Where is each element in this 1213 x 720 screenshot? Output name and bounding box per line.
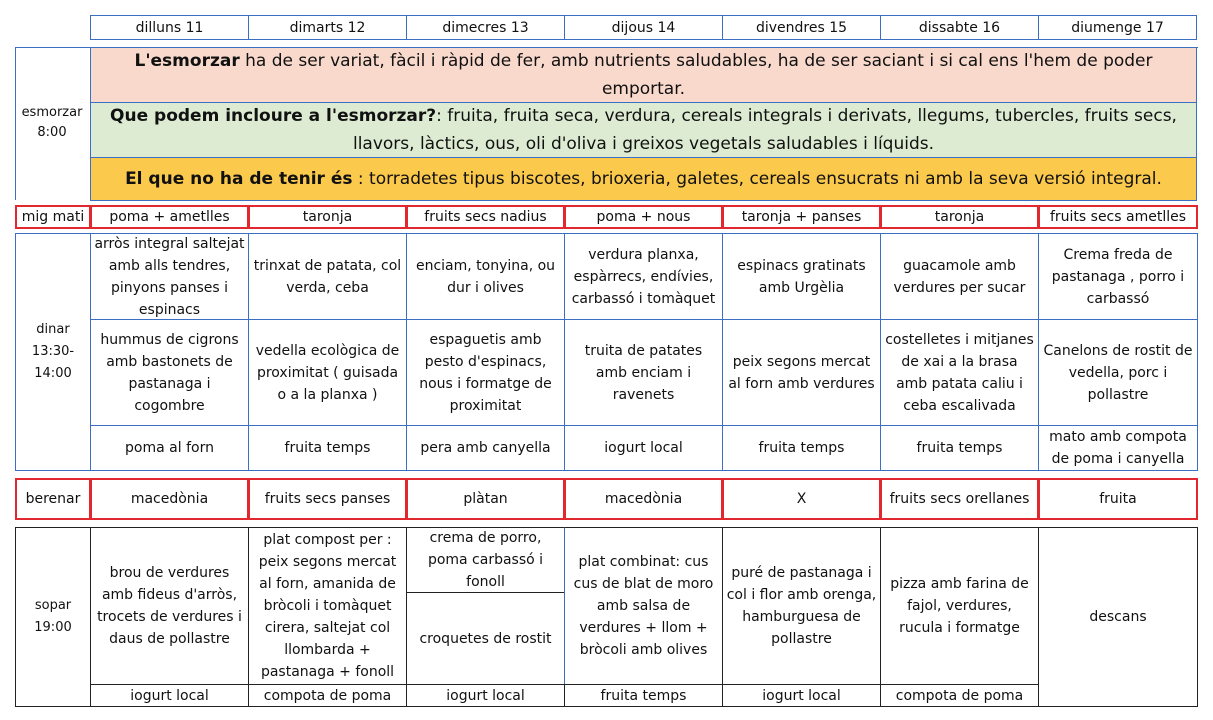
sopar-wed-b: croquetes de rostit	[406, 592, 565, 685]
dinar-dessert-thu: iogurt local	[564, 425, 723, 471]
migmati-sat: taronja	[880, 205, 1039, 229]
berenar-label: berenar	[15, 478, 91, 520]
dinar-first-fri: espinacs gratinats amb Urgèlia	[722, 233, 881, 320]
sopar-dessert-wed: iogurt local	[406, 684, 565, 707]
esmorzar-info-incloure	[90, 102, 1197, 158]
day-header-thu: dijous 14	[564, 15, 723, 40]
sopar-dessert-thu: fruita temps	[564, 684, 723, 707]
dinar-second-sat: costelletes i mitjanes de xai a la brasa amb patata caliu i ceba escalivada	[880, 319, 1039, 426]
day-header-fri: divendres 15	[722, 15, 881, 40]
esmorzar-info-no-tenir-bold: El que no ha de tenir és	[125, 169, 353, 189]
migmati-tue: taronja	[248, 205, 407, 229]
dinar-dessert-fri: fruita temps	[722, 425, 881, 471]
berenar-wed: plàtan	[406, 478, 565, 520]
sopar-tue: plat compost per : peix segons mercat al forn, amanida de bròcoli i tomàquet cirera, saltejat col llombarda + pastanaga + fonoll	[248, 527, 407, 685]
dinar-dessert-tue: fruita temps	[248, 425, 407, 471]
esmorzar-info-variat	[90, 47, 1197, 103]
migmati-fri: taronja + panses	[722, 205, 881, 229]
dinar-dessert-mon: poma al forn	[90, 425, 249, 471]
esmorzar-info-incloure-text: : fruita, fruita seca, verdura, cereals integrals i derivats, llegums, tubercles, fruits secs, llavors, làctics, ous, oli d'oliva i greixos vegetals saludables i líquids.	[352, 106, 1177, 154]
sopar-dessert-sat: compota de poma	[880, 684, 1039, 707]
dinar-dessert-sun: mato amb compota de poma i canyella	[1038, 425, 1198, 471]
esmorzar-info-incloure-bold: Que podem incloure a l'esmorzar?	[110, 106, 437, 126]
day-header-sun: diumenge 17	[1038, 15, 1197, 40]
sopar-dessert-mon: iogurt local	[90, 684, 249, 707]
berenar-fri: X	[722, 478, 881, 520]
sopar-dessert-tue: compota de poma	[248, 684, 407, 707]
esmorzar-info-variat-text: ha de ser variat, fàcil i ràpid de fer, amb nutrients saludables, ha de ser saciant i si cal ens l'hem de poder emportar.	[239, 51, 1153, 99]
dinar-first-sun: Crema freda de pastanaga , porro i carbassó	[1038, 233, 1198, 320]
dinar-first-sat: guacamole amb verdures per sucar	[880, 233, 1039, 320]
dinar-second-sun: Canelons de rostit de vedella, porc i pollastre	[1038, 319, 1198, 426]
sopar-mon: brou de verdures amb fideus d'arròs, trocets de verdures i daus de pollastre	[90, 527, 249, 685]
day-header-wed: dimecres 13	[406, 15, 565, 40]
dinar-dessert-sat: fruita temps	[880, 425, 1039, 471]
dinar-first-wed: enciam, tonyina, ou dur i olives	[406, 233, 565, 320]
migmati-label: mig mati	[15, 205, 91, 229]
sopar-wed-a: crema de porro, poma carbassó i fonoll	[406, 527, 565, 593]
migmati-wed: fruits secs nadius	[406, 205, 565, 229]
migmati-sun: fruits secs ametlles	[1038, 205, 1198, 229]
sopar-fri: puré de pastanaga i col i flor amb orenga, hamburguesa de pollastre	[722, 527, 881, 685]
berenar-mon: macedònia	[90, 478, 249, 520]
esmorzar-info-variat-bold: L'esmorzar	[134, 51, 240, 71]
day-header-tue: dimarts 12	[248, 15, 407, 40]
sopar-dessert-fri: iogurt local	[722, 684, 881, 707]
dinar-second-mon: hummus de cigrons amb bastonets de pastanaga i cogombre	[90, 319, 249, 426]
sopar-sat: pizza amb farina de fajol, verdures, rucula i formatge	[880, 527, 1039, 685]
dinar-second-tue: vedella ecològica de proximitat ( guisada o a la planxa )	[248, 319, 407, 426]
berenar-tue: fruits secs panses	[248, 478, 407, 520]
day-header-mon: dilluns 11	[90, 15, 249, 40]
migmati-thu: poma + nous	[564, 205, 723, 229]
sopar-label: sopar 19:00	[15, 527, 91, 707]
day-header-sat: dissabte 16	[880, 15, 1039, 40]
esmorzar-label: esmorzar 8:00	[21, 105, 83, 140]
dinar-second-wed: espaguetis amb pesto d'espinacs, nous i formatge de proximitat	[406, 319, 565, 426]
berenar-sat: fruits secs orellanes	[880, 478, 1039, 520]
sopar-thu: plat combinat: cus cus de blat de moro amb salsa de verdures + llom + bròcoli amb olives	[564, 527, 723, 685]
sopar-sun: descans	[1038, 527, 1198, 707]
esmorzar-info-no-tenir-text: : torradetes tipus biscotes, brioxeria, galetes, cereals ensucrats ni amb la seva versió integral.	[352, 169, 1162, 189]
berenar-sun: fruita	[1038, 478, 1198, 520]
berenar-thu: macedònia	[564, 478, 723, 520]
dinar-label: dinar 13:30- 14:00	[15, 233, 91, 471]
esmorzar-info-no-tenir	[90, 157, 1197, 201]
dinar-first-mon: arròs integral saltejat amb alls tendres, pinyons panses i espinacs	[90, 233, 249, 320]
dinar-dessert-wed: pera amb canyella	[406, 425, 565, 471]
dinar-second-thu: truita de patates amb enciam i ravenets	[564, 319, 723, 426]
dinar-second-fri: peix segons mercat al forn amb verdures	[722, 319, 881, 426]
dinar-first-tue: trinxat de patata, col verda, ceba	[248, 233, 407, 320]
dinar-first-thu: verdura planxa, espàrrecs, endívies, carbassó i tomàquet	[564, 233, 723, 320]
migmati-mon: poma + ametlles	[90, 205, 249, 229]
